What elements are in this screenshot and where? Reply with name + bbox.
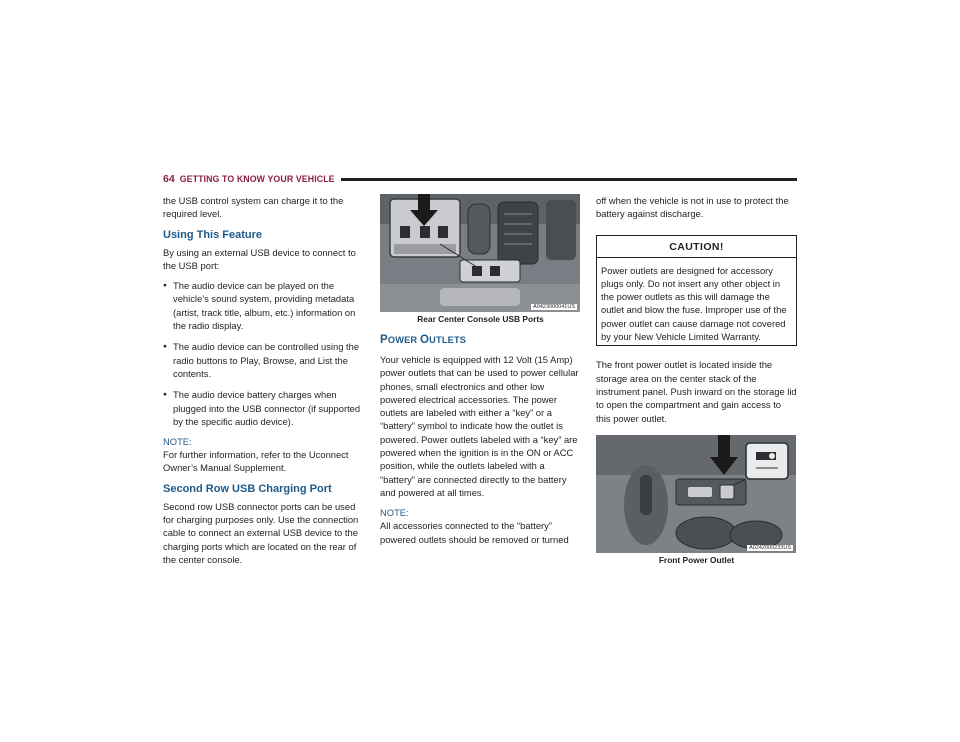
caution-text: Power outlets are designed for accessory plugs only. Do not insert any other object in the power outlets as this will damage the outlet and blow the fuse. Improper use of the power outlet can cause damage not covered by your New Vehicle Limited Warranty. (601, 264, 787, 343)
header-rule (341, 178, 797, 181)
column-middle (380, 194, 581, 553)
list-item: ● The audio device can be controlled using the radio buttons to Play, Browse, and List the contents. (163, 340, 364, 380)
using-feature-intro: By using an external USB device to connect to the USB port: (163, 246, 356, 271)
heading-initial: O (420, 334, 430, 346)
figure-caption: Front Power Outlet (658, 554, 735, 565)
figure-code: A0242000233US (749, 544, 791, 551)
heading-initial: P (380, 334, 388, 346)
note-text: For further information, refer to the Uconnect Owner’s Manual Supplement. (163, 449, 349, 474)
second-row-paragraph: Second row USB connector ports can be used for charging purposes only. Use the connection cable to connect an external USB device to the charging ports which are located on the rear of the center console. (163, 500, 359, 565)
front-power-outlet-figure (596, 435, 796, 553)
figure-caption: Rear Center Console USB Ports (417, 314, 544, 324)
caution-title: CAUTION! (597, 236, 796, 258)
using-feature-heading: Using This Feature (163, 228, 263, 241)
caution-box (596, 235, 797, 347)
heading-smallcaps: UTLETS (429, 335, 467, 345)
caution-body (597, 258, 796, 346)
heading-smallcaps: OWER (387, 335, 421, 345)
column-left (163, 194, 364, 573)
power-outlets-paragraph: Your vehicle is equipped with 12 Volt (15 Amp) power outlets that can be used to power cellular phones, small electronics and other low powered electrical accessories. The power outlets are labeled with either a “key” or a “battery” symbol to indicate how the outlet is powered. Power outlets labeled with a “key” are powered when the ignition is in the ON or ACC position, while the outlets labeled with a “battery” are connected directly to the battery and powered at all times. (380, 354, 579, 498)
power-outlets-heading (380, 334, 581, 346)
intro-paragraph: the USB control system can charge it to the required level. (163, 195, 344, 220)
rear-console-usb-figure (380, 194, 580, 312)
figure-code: A0423000041US (533, 304, 575, 310)
front-outlet-paragraph: The front power outlet is located inside the storage area on the center stack of the instrument panel. Push inward on the storage lid to open the compartment and gain access to this power outlet. (596, 359, 797, 424)
rear-console-illustration (380, 194, 580, 312)
note-text: All accessories connected to the “battery” powered outlets should be removed or turned (380, 520, 569, 545)
list-item: ● The audio device can be played on the vehicle’s sound system, providing metadata (artist, track title, album, etc.) information on the radio display. (163, 279, 364, 332)
feature-list (163, 279, 364, 428)
continued-paragraph: off when the vehicle is not in use to protect the battery against discharge. (596, 195, 789, 220)
note-label: NOTE: (163, 436, 192, 448)
section-title: GETTING TO KNOW YOUR VEHICLE (179, 174, 335, 184)
column-right (596, 194, 797, 571)
page-number: 64 (163, 173, 175, 185)
second-row-heading: Second Row USB Charging Port (163, 482, 332, 495)
page-header (163, 172, 797, 186)
front-outlet-illustration (596, 435, 796, 553)
list-item: ● The audio device battery charges when plugged into the USB connector (if supported by the specific audio device). (163, 388, 364, 428)
note-label: NOTE: (380, 507, 409, 519)
